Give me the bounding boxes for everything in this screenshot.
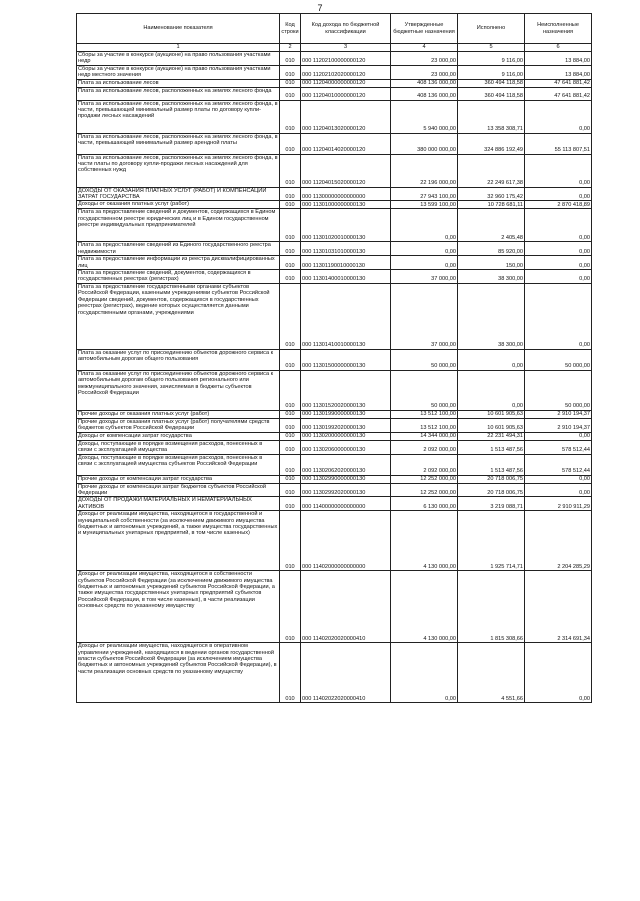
row-name: Прочие доходы от оказания платных услуг (работ) получателями средств бюджетов субъектов Российской Федерации (77, 418, 280, 432)
row-kd: 000 11202100000000120 (301, 52, 391, 66)
row-unexecuted: 578 512,44 (525, 440, 592, 454)
row-approved: 2 092 000,00 (391, 440, 458, 454)
row-approved: 380 000 000,00 (391, 133, 458, 154)
table-row (77, 349, 592, 370)
row-executed: 32 960 175,42 (458, 187, 525, 201)
column-number: 6 (525, 44, 592, 52)
table-row (77, 209, 592, 242)
row-code: 010 (280, 201, 301, 209)
row-code: 010 (280, 571, 301, 643)
row-code: 010 (280, 475, 301, 483)
row-name: Прочие доходы от компенсации затрат государства (77, 475, 280, 483)
table-row (77, 511, 592, 571)
row-name: ДОХОДЫ ОТ ОКАЗАНИЯ ПЛАТНЫХ УСЛУГ (РАБОТ) И КОМПЕНСАЦИИ ЗАТРАТ ГОСУДАРСТВА (77, 187, 280, 201)
table-row (77, 432, 592, 440)
table-row (77, 370, 592, 410)
row-approved: 37 000,00 (391, 283, 458, 349)
row-code: 010 (280, 87, 301, 100)
row-kd: 000 11204010000000120 (301, 87, 391, 100)
row-approved: 37 000,00 (391, 270, 458, 284)
row-approved: 6 130 000,00 (391, 497, 458, 511)
row-executed: 0,00 (458, 349, 525, 370)
row-code: 010 (280, 643, 301, 703)
row-unexecuted: 50 000,00 (525, 370, 592, 410)
row-approved: 0,00 (391, 242, 458, 256)
page-number: 7 (317, 3, 323, 13)
row-kd: 000 11302060000000130 (301, 440, 391, 454)
row-executed: 1 513 487,56 (458, 440, 525, 454)
row-kd: 000 11204000000000120 (301, 79, 391, 87)
column-number: 4 (391, 44, 458, 52)
row-name: Прочие доходы от компенсации затрат бюджетов субъектов Российской Федерации (77, 483, 280, 497)
header-unexecuted: Неисполненные назначения (525, 14, 592, 44)
row-approved: 5 940 000,00 (391, 100, 458, 133)
row-unexecuted: 0,00 (525, 483, 592, 497)
revenue-table (76, 13, 592, 703)
row-kd: 000 11302990000000130 (301, 475, 391, 483)
row-approved: 0,00 (391, 209, 458, 242)
row-executed: 9 116,00 (458, 65, 525, 79)
row-code: 010 (280, 511, 301, 571)
row-approved: 408 136 000,00 (391, 79, 458, 87)
row-approved: 27 943 100,00 (391, 187, 458, 201)
row-kd: 000 11301500000000130 (301, 349, 391, 370)
row-executed: 0,00 (458, 370, 525, 410)
row-executed: 1 815 308,66 (458, 571, 525, 643)
row-unexecuted: 2 910 911,29 (525, 497, 592, 511)
row-name: Плата за использование лесов, расположенных на землях лесного фонда, в части, превышающей минимальный размер арендной платы (77, 133, 280, 154)
table-row (77, 133, 592, 154)
row-executed: 10 728 681,11 (458, 201, 525, 209)
table-row (77, 571, 592, 643)
row-kd: 000 11301020010000130 (301, 209, 391, 242)
header-kd: Код дохода по бюджетной классификации (301, 14, 391, 44)
row-unexecuted: 0,00 (525, 432, 592, 440)
row-approved: 22 196 000,00 (391, 154, 458, 187)
row-kd: 000 11204015020000120 (301, 154, 391, 187)
row-kd: 000 11204014020000120 (301, 133, 391, 154)
column-number: 3 (301, 44, 391, 52)
row-executed: 22 231 494,31 (458, 432, 525, 440)
row-unexecuted: 0,00 (525, 209, 592, 242)
row-code: 010 (280, 65, 301, 79)
row-name: Прочие доходы от оказания платных услуг (работ) (77, 410, 280, 418)
table-row (77, 187, 592, 201)
row-code: 010 (280, 79, 301, 87)
row-approved: 50 000,00 (391, 370, 458, 410)
row-name: Плата за оказание услуг по присоединению объектов дорожного сервиса к автомобильным дорогам общего пользования регионального или межмуниципального значения, зачисляемая в бюджеты субъектов Российской Федерации (77, 370, 280, 410)
row-code: 010 (280, 133, 301, 154)
row-code: 010 (280, 454, 301, 475)
row-name: Сборы за участие в конкурсе (аукционе) на право пользования участками недр (77, 52, 280, 66)
row-approved: 13 512 100,00 (391, 410, 458, 418)
row-approved: 50 000,00 (391, 349, 458, 370)
row-approved: 23 000,00 (391, 52, 458, 66)
row-kd: 000 11302992020000130 (301, 483, 391, 497)
row-code: 010 (280, 209, 301, 242)
table-row (77, 201, 592, 209)
row-approved: 12 252 000,00 (391, 483, 458, 497)
table-row (77, 87, 592, 100)
row-code: 010 (280, 410, 301, 418)
header-code: Код строки (280, 14, 301, 44)
row-name: Доходы от оказания платных услуг (работ) (77, 201, 280, 209)
row-name: ДОХОДЫ ОТ ПРОДАЖИ МАТЕРИАЛЬНЫХ И НЕМАТЕРИАЛЬНЫХ АКТИВОВ (77, 497, 280, 511)
row-name: Плата за предоставление сведений, документов, содержащихся в государственных реестрах (регистрах) (77, 270, 280, 284)
row-approved: 0,00 (391, 643, 458, 703)
row-approved: 12 252 000,00 (391, 475, 458, 483)
row-executed: 38 300,00 (458, 270, 525, 284)
row-kd: 000 11400000000000000 (301, 497, 391, 511)
row-unexecuted: 578 512,44 (525, 454, 592, 475)
row-executed: 2 405,48 (458, 209, 525, 242)
row-code: 010 (280, 242, 301, 256)
row-executed: 324 886 192,49 (458, 133, 525, 154)
row-executed: 85 920,00 (458, 242, 525, 256)
table-row (77, 418, 592, 432)
table-row (77, 270, 592, 284)
row-approved: 0,00 (391, 256, 458, 270)
row-executed: 1 513 487,56 (458, 454, 525, 475)
row-code: 010 (280, 432, 301, 440)
row-unexecuted: 0,00 (525, 643, 592, 703)
row-executed: 20 718 006,75 (458, 483, 525, 497)
row-approved: 4 130 000,00 (391, 571, 458, 643)
row-approved: 13 599 100,00 (391, 201, 458, 209)
row-kd: 000 11302062020000130 (301, 454, 391, 475)
row-executed: 1 925 714,71 (458, 511, 525, 571)
row-name: Сборы за участие в конкурсе (аукционе) на право пользования участками недр местного значения (77, 65, 280, 79)
row-kd: 000 11302000000000130 (301, 432, 391, 440)
row-approved: 23 000,00 (391, 65, 458, 79)
table-row (77, 154, 592, 187)
row-kd: 000 11300000000000000 (301, 187, 391, 201)
row-unexecuted: 0,00 (525, 270, 592, 284)
row-code: 010 (280, 256, 301, 270)
row-code: 010 (280, 154, 301, 187)
row-name: Плата за оказание услуг по присоединению объектов дорожного сервиса к автомобильным дорогам общего пользования (77, 349, 280, 370)
table-row (77, 242, 592, 256)
column-number: 5 (458, 44, 525, 52)
row-code: 010 (280, 100, 301, 133)
table-row (77, 454, 592, 475)
row-kd: 000 11301520020000130 (301, 370, 391, 410)
table-row (77, 483, 592, 497)
row-name: Плата за использование лесов, расположенных на землях лесного фонда, в части платы по договору купли-продажи лесных насаждений для собственных нужд (77, 154, 280, 187)
row-kd: 000 11202102020000120 (301, 65, 391, 79)
table-row (77, 283, 592, 349)
row-name: Плата за предоставление сведений из Единого государственного реестра недвижимости (77, 242, 280, 256)
row-executed: 150,00 (458, 256, 525, 270)
row-code: 010 (280, 283, 301, 349)
row-name: Доходы от компенсации затрат государства (77, 432, 280, 440)
row-kd: 000 11301190010000130 (301, 256, 391, 270)
row-kd: 000 11402000000000000 (301, 511, 391, 571)
row-code: 010 (280, 440, 301, 454)
row-kd: 000 11301031010000130 (301, 242, 391, 256)
row-unexecuted: 50 000,00 (525, 349, 592, 370)
row-executed: 13 358 308,71 (458, 100, 525, 133)
row-code: 010 (280, 52, 301, 66)
row-code: 010 (280, 483, 301, 497)
row-executed: 10 601 905,63 (458, 410, 525, 418)
table-row (77, 440, 592, 454)
row-approved: 408 136 000,00 (391, 87, 458, 100)
table-row (77, 52, 592, 66)
row-unexecuted: 0,00 (525, 242, 592, 256)
row-executed: 4 551,66 (458, 643, 525, 703)
row-unexecuted: 2 910 194,37 (525, 410, 592, 418)
row-executed: 10 601 905,63 (458, 418, 525, 432)
row-unexecuted: 0,00 (525, 475, 592, 483)
row-code: 010 (280, 418, 301, 432)
row-kd: 000 11204013020000120 (301, 100, 391, 133)
row-kd: 000 11402022020000410 (301, 643, 391, 703)
row-name: Доходы, поступающие в порядке возмещения расходов, понесенных в связи с эксплуатацией имущества субъектов Российской Федерации (77, 454, 280, 475)
table-row (77, 100, 592, 133)
row-name: Доходы, поступающие в порядке возмещения расходов, понесенных в связи с эксплуатацией имущества (77, 440, 280, 454)
row-approved: 13 512 100,00 (391, 418, 458, 432)
row-unexecuted: 13 884,00 (525, 52, 592, 66)
row-code: 010 (280, 349, 301, 370)
row-kd: 000 11301410010000130 (301, 283, 391, 349)
row-approved: 2 092 000,00 (391, 454, 458, 475)
row-code: 010 (280, 270, 301, 284)
row-executed: 360 494 118,58 (458, 79, 525, 87)
row-executed: 9 116,00 (458, 52, 525, 66)
row-kd: 000 11301400010000130 (301, 270, 391, 284)
table-row (77, 475, 592, 483)
row-name: Доходы от реализации имущества, находящегося в государственной и муниципальной собственности (за исключением движимого имущества бюджетных и автономных учреждений, а также имущества государственных и муниципальных унитарных предприятий, в том числе казенных) (77, 511, 280, 571)
row-name: Плата за использование лесов (77, 79, 280, 87)
row-unexecuted: 55 113 807,51 (525, 133, 592, 154)
row-name: Плата за предоставление сведений и документов, содержащихся в Едином государственном реестре юридических лиц и в Едином государственном реестре индивидуальных предпринимателей (77, 209, 280, 242)
row-unexecuted: 0,00 (525, 256, 592, 270)
row-kd: 000 11402020020000410 (301, 571, 391, 643)
table-row (77, 256, 592, 270)
header-approved: Утвержденные бюджетные назначения (391, 14, 458, 44)
row-approved: 4 130 000,00 (391, 511, 458, 571)
row-executed: 22 249 617,38 (458, 154, 525, 187)
table-row (77, 79, 592, 87)
row-name: Плата за использование лесов, расположенных на землях лесного фонда (77, 87, 280, 100)
row-unexecuted: 2 204 285,29 (525, 511, 592, 571)
row-name: Доходы от реализации имущества, находящегося в собственности субъектов Российской Федерации (за исключением движимого имущества бюджетных и автономных учреждений субъектов Российской Федерации, а также имущества государственных унитарных предприятий субъектов Российской Федерации, в том числе казенных), в части реализации основных средств по указанному имуществу (77, 571, 280, 643)
table-row (77, 410, 592, 418)
row-unexecuted: 0,00 (525, 154, 592, 187)
row-unexecuted: 13 884,00 (525, 65, 592, 79)
column-number: 1 (77, 44, 280, 52)
row-kd: 000 11301992020000130 (301, 418, 391, 432)
row-unexecuted: 47 641 881,42 (525, 79, 592, 87)
table-row (77, 643, 592, 703)
header-executed: Исполнено (458, 14, 525, 44)
row-name: Плата за предоставление информации из реестра дисквалифицированных лиц (77, 256, 280, 270)
row-kd: 000 11301990000000130 (301, 410, 391, 418)
row-executed: 38 300,00 (458, 283, 525, 349)
row-unexecuted: 0,00 (525, 100, 592, 133)
row-name: Плата за использование лесов, расположенных на землях лесного фонда, в части, превышающей минимальный размер платы по договору купли-продажи лесных насаждений (77, 100, 280, 133)
row-kd: 000 11301000000000130 (301, 201, 391, 209)
row-code: 010 (280, 187, 301, 201)
row-unexecuted: 0,00 (525, 187, 592, 201)
row-code: 010 (280, 497, 301, 511)
row-unexecuted: 47 641 881,42 (525, 87, 592, 100)
header-name: Наименование показателя (77, 14, 280, 44)
column-number: 2 (280, 44, 301, 52)
row-approved: 14 344 000,00 (391, 432, 458, 440)
row-unexecuted: 2 870 418,89 (525, 201, 592, 209)
table-row (77, 65, 592, 79)
row-unexecuted: 0,00 (525, 283, 592, 349)
row-name: Плата за предоставление государственными органами субъектов Российской Федерации, казенными учреждениями субъектов Российской Федерации сведений, документов, содержащихся в государственных реестрах (регистрах), ведение которых осуществляется данными государственными органами, учреждениями (77, 283, 280, 349)
row-unexecuted: 2 910 194,37 (525, 418, 592, 432)
row-executed: 360 494 118,58 (458, 87, 525, 100)
row-executed: 20 718 006,75 (458, 475, 525, 483)
row-unexecuted: 2 314 691,34 (525, 571, 592, 643)
row-code: 010 (280, 370, 301, 410)
table-row (77, 497, 592, 511)
row-executed: 3 219 088,71 (458, 497, 525, 511)
row-name: Доходы от реализации имущества, находящегося в оперативном управлении учреждений, находящихся в ведении органов государственной власти субъектов Российской Федерации (за исключением имущества бюджетных и автономных учреждений субъектов Российской Федерации), в части реализации основных средств по указанному имуществу (77, 643, 280, 703)
